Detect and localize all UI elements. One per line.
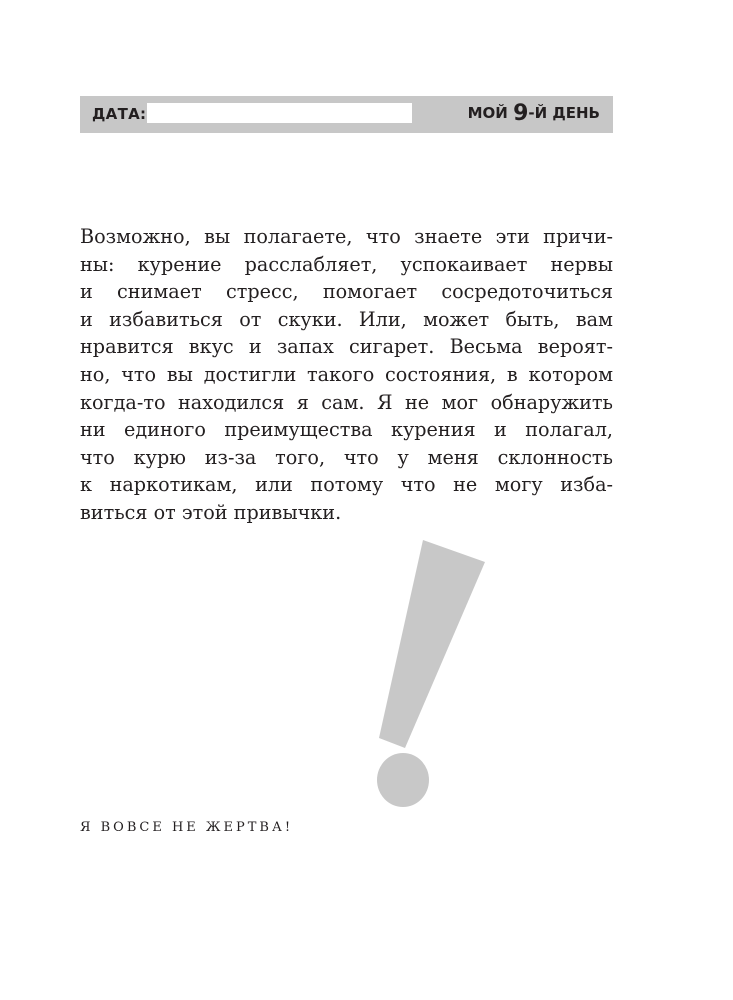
body-line: Возможно, вы полагаете, что знаете эти причи- [80, 225, 613, 248]
exclamation-dot [377, 753, 429, 807]
header-bar [80, 96, 613, 133]
body-line: к наркотикам, или потому что не могу изба- [80, 473, 613, 497]
body-line: когда-то находился я сам. Я не мог обнаружить [80, 390, 613, 414]
body-line: что курю из-за того, что у меня склонность [80, 445, 613, 469]
footer-heading: Я ВОВСЕ НЕ ЖЕРТВА! [80, 820, 294, 835]
day-prefix: МОЙ [467, 104, 508, 122]
day-title [467, 101, 600, 126]
day-number: 9 [513, 101, 529, 126]
body-line: ни единого преимущества курения и полагал, [80, 418, 613, 442]
exclamation-stroke [379, 540, 485, 748]
body-line: виться от этой привычки. [80, 500, 342, 524]
body-paragraph [80, 223, 613, 527]
exclamation-icon [365, 540, 485, 810]
date-field[interactable] [147, 103, 412, 123]
body-line: и избавиться от скуки. Или, может быть, вам [80, 307, 613, 331]
body-line: ны: курение расслабляет, успокаивает нервы [80, 252, 613, 276]
date-label: ДАТА: [92, 105, 147, 123]
day-suffix: -Й ДЕНЬ [528, 104, 600, 122]
body-line: и снимает стресс, помогает сосредоточиться [80, 280, 613, 304]
body-line: нравится вкус и запах сигарет. Весьма вероят- [80, 335, 613, 359]
body-line: но, что вы достигли такого состояния, в котором [80, 362, 613, 386]
